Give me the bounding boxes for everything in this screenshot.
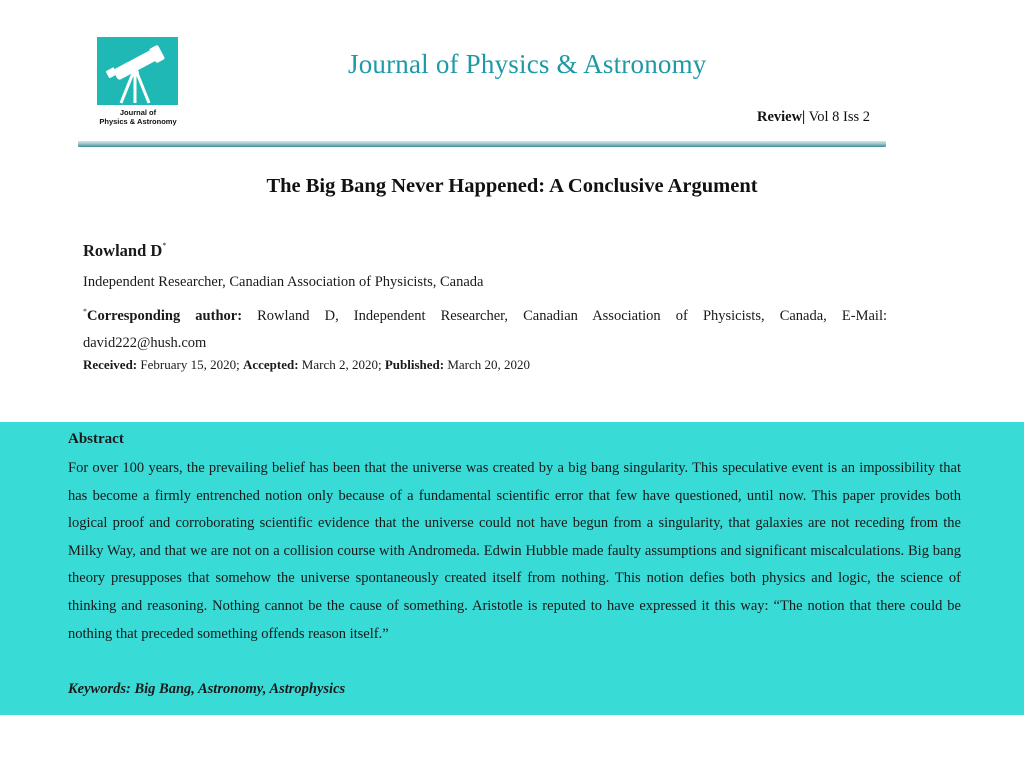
abstract-heading: Abstract bbox=[68, 431, 124, 447]
received-date: February 15, 2020; bbox=[137, 357, 243, 372]
author-text: Rowland D bbox=[83, 241, 163, 260]
corr-label: Corresponding author: bbox=[87, 308, 243, 324]
paper-title: The Big Bang Never Happened: A Conclusive Argument bbox=[266, 175, 758, 197]
accepted-date: March 2, 2020; bbox=[298, 357, 385, 372]
abstract-body: For over 100 years, the prevailing belief has been that the universe was created by a big bang singularity. This speculative event is an impossibility that has become a firmly entrenched notion only because of a fundamental scientific error that few have questioned, until now. This paper provides both logical proof and corroborating scientific evidence that the universe could not have begun from a singularity, that galaxies are not receding from the Milky Way, and that we are not on a collision course with Andromeda. Edwin Hubble made faulty assumptions and significant miscalculations. Big bang theory presupposes that somehow the universe spontaneously created itself from nothing. This notion defies both physics and logic, the science of thinking and reasoning. Nothing cannot be the cause of something. Aristotle is reputed to have expressed it this way: “The notion that there could be nothing that preceded something offends reason itself.” bbox=[68, 460, 961, 642]
header-divider bbox=[78, 141, 886, 147]
journal-logo bbox=[97, 37, 178, 105]
corr-mark: * bbox=[83, 307, 87, 316]
author-name bbox=[83, 241, 166, 261]
author-mark: * bbox=[162, 241, 167, 250]
published-label: Published: bbox=[384, 357, 445, 372]
received-label: Received: bbox=[83, 357, 138, 372]
journal-title: Journal of Physics & Astronomy bbox=[348, 49, 707, 79]
keywords: Keywords: Big Bang, Astronomy, Astrophysics bbox=[68, 681, 346, 697]
logo-caption bbox=[82, 108, 194, 126]
telescope-icon bbox=[97, 37, 178, 105]
corresponding-author bbox=[83, 298, 887, 357]
issue-info bbox=[757, 109, 870, 126]
accepted-label: Accepted: bbox=[242, 357, 299, 372]
logo-caption-line1: Journal of bbox=[119, 108, 157, 117]
logo-caption-line2: Physics & Astronomy bbox=[99, 117, 177, 126]
published-date: March 20, 2020 bbox=[444, 357, 531, 372]
affiliation: Independent Researcher, Canadian Association of Physicists, Canada bbox=[83, 274, 484, 290]
article-type: Review| bbox=[756, 109, 806, 125]
corr-text: Rowland D, Independent Researcher, Canadian Association of Physicists, Canada, E-Mail: david222@hush.com bbox=[83, 308, 888, 351]
volume-issue: Vol 8 Iss 2 bbox=[805, 109, 870, 125]
publication-dates bbox=[83, 357, 530, 373]
